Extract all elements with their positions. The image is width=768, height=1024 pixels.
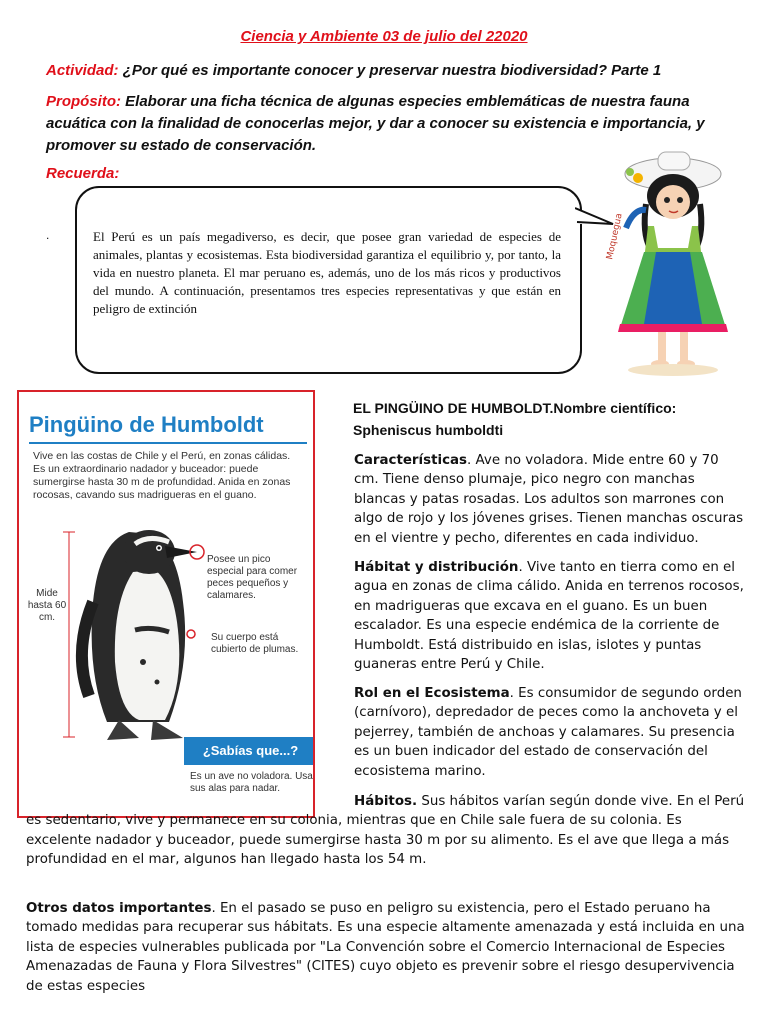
ecosystem-role-label: Rol en el Ecosistema [354, 686, 510, 701]
penguin-illustration [59, 512, 229, 757]
characteristics-text: . Ave no voladora. Mide entre 60 y 70 cm. Tiene denso plumaje, pico negro con manchas blancas y patas rosadas. Los adultos son marrones con algo de rojo y los jóvenes grises. Tienen manchas oscuras en el vientre y pecho, diferentes en cada individuo. [354, 453, 744, 546]
other-data-text: . En el pasado se puso en peligro su existencia, pero el Estado peruano ha tomado medidas para recuperar sus hábitats. Es una especie altamente amenazada y está incluida en una lista de especies vulnerables publicada por "La Convención sobre el Comercio Internacional de Especies Amenazadas de Fauna y Flora Silvestres" (CITES) cuyo objeto es prevenir sobre el riesgo desupervivencia de estas especies [26, 901, 745, 994]
habits-label: Hábitos. [354, 794, 418, 809]
bubble-text: El Perú es un país megadiverso, es decir, que posee gran variedad de especies de animales, plantas y ecosistemas. Esta biodiversidad garantiza el equilibrio y, por tanto, la vida en nuestro planeta. El mar peruano es, además, uno de los más ricos y productivos del mundo. A continuación, presentamos tres especies representativas y que están en peligro de extinción [93, 229, 561, 316]
habitat-paragraph [354, 558, 746, 674]
habitat-label: Hábitat y distribución [354, 560, 519, 575]
moquegua-girl-illustration [598, 148, 748, 378]
activity-label: Actividad: [46, 62, 119, 79]
infocard-body-note: Su cuerpo está cubierto de plumas. [211, 632, 299, 655]
habits-paragraph [26, 792, 746, 870]
activity-line [46, 60, 746, 82]
infocard-intro: Vive en las costas de Chile y el Perú, en zonas cálidas. Es un extraordinario nadador y buceador: puede sumergirse hasta 30 m de profundidad. Anida en zonas rocosas, cavando sus madrigueras en el guano. [33, 450, 291, 501]
infocard-title: Pingüino de Humboldt [29, 412, 264, 437]
purpose-label: Propósito: [46, 93, 121, 110]
habits-text: Sus hábitos varían según donde vive. En el Perú es sedentario, vive y permanece en su colonia, mientras que en Chile sale fuera de su colonia. Es excelente nadador y buceador, puede sumergirse hasta 30 m por su alimento. Es el ave que llega a más profundidad en el mar, algunos han llegado hasta los 54 m. [26, 794, 745, 868]
characteristics-paragraph [354, 451, 746, 548]
activity-text: ¿Por qué es importante conocer y preservar nuestra biodiversidad? Parte 1 [122, 62, 662, 79]
characteristics-label: Características [354, 453, 468, 468]
species-heading: EL PINGÜINO DE HUMBOLDT.Nombre científico: Spheniscus humboldti [353, 400, 677, 438]
moquegua-label: Moquegua [605, 212, 625, 261]
other-data-label: Otros datos importantes [26, 901, 212, 916]
sabias-que-title: ¿Sabías que...? [184, 737, 315, 765]
infocard-title-rule [29, 442, 307, 444]
habitat-text: . Vive tanto en tierra como en el agua en zonas de clima cálido. Anida en terrenos rocosos, en madrigueras que excava en el guano. Es un buen escalador. Es una especie endémica de la corriente de Humboldt. Está distribuido en islas, islotes y puntas guaneras entre Perú y Chile. [354, 560, 744, 673]
sabias-que-text: Es un ave no voladora. Usa sus alas para nadar. [190, 771, 313, 794]
ecosystem-role-text: . Es consumidor de segundo orden (carnívoro), depredador de peces como la anchoveta y el pejerrey, también de anchoas y calamares. Su presencia es un buen indicador del estado de conservación del ecosistema marino. [354, 686, 742, 779]
infocard-height-note: Mide hasta 60 cm. [27, 588, 67, 623]
page-title: Ciencia y Ambiente 03 de julio del 22020 [240, 28, 528, 45]
infocard-beak-note: Posee un pico especial para comer peces pequeños y calamares. [207, 554, 298, 601]
bullet-dot: . [46, 228, 50, 242]
other-data-paragraph [26, 899, 746, 996]
recuerda-label: Recuerda: [46, 165, 120, 182]
purpose-text: Elaborar una ficha técnica de algunas especies emblemáticas de nuestra fauna acuática con la finalidad de conocerlas mejor, y dar a conocer su existencia e importancia, y promover su estado de conservación. [46, 93, 705, 154]
ecosystem-role-paragraph [354, 684, 746, 781]
penguin-infocard [17, 390, 315, 818]
